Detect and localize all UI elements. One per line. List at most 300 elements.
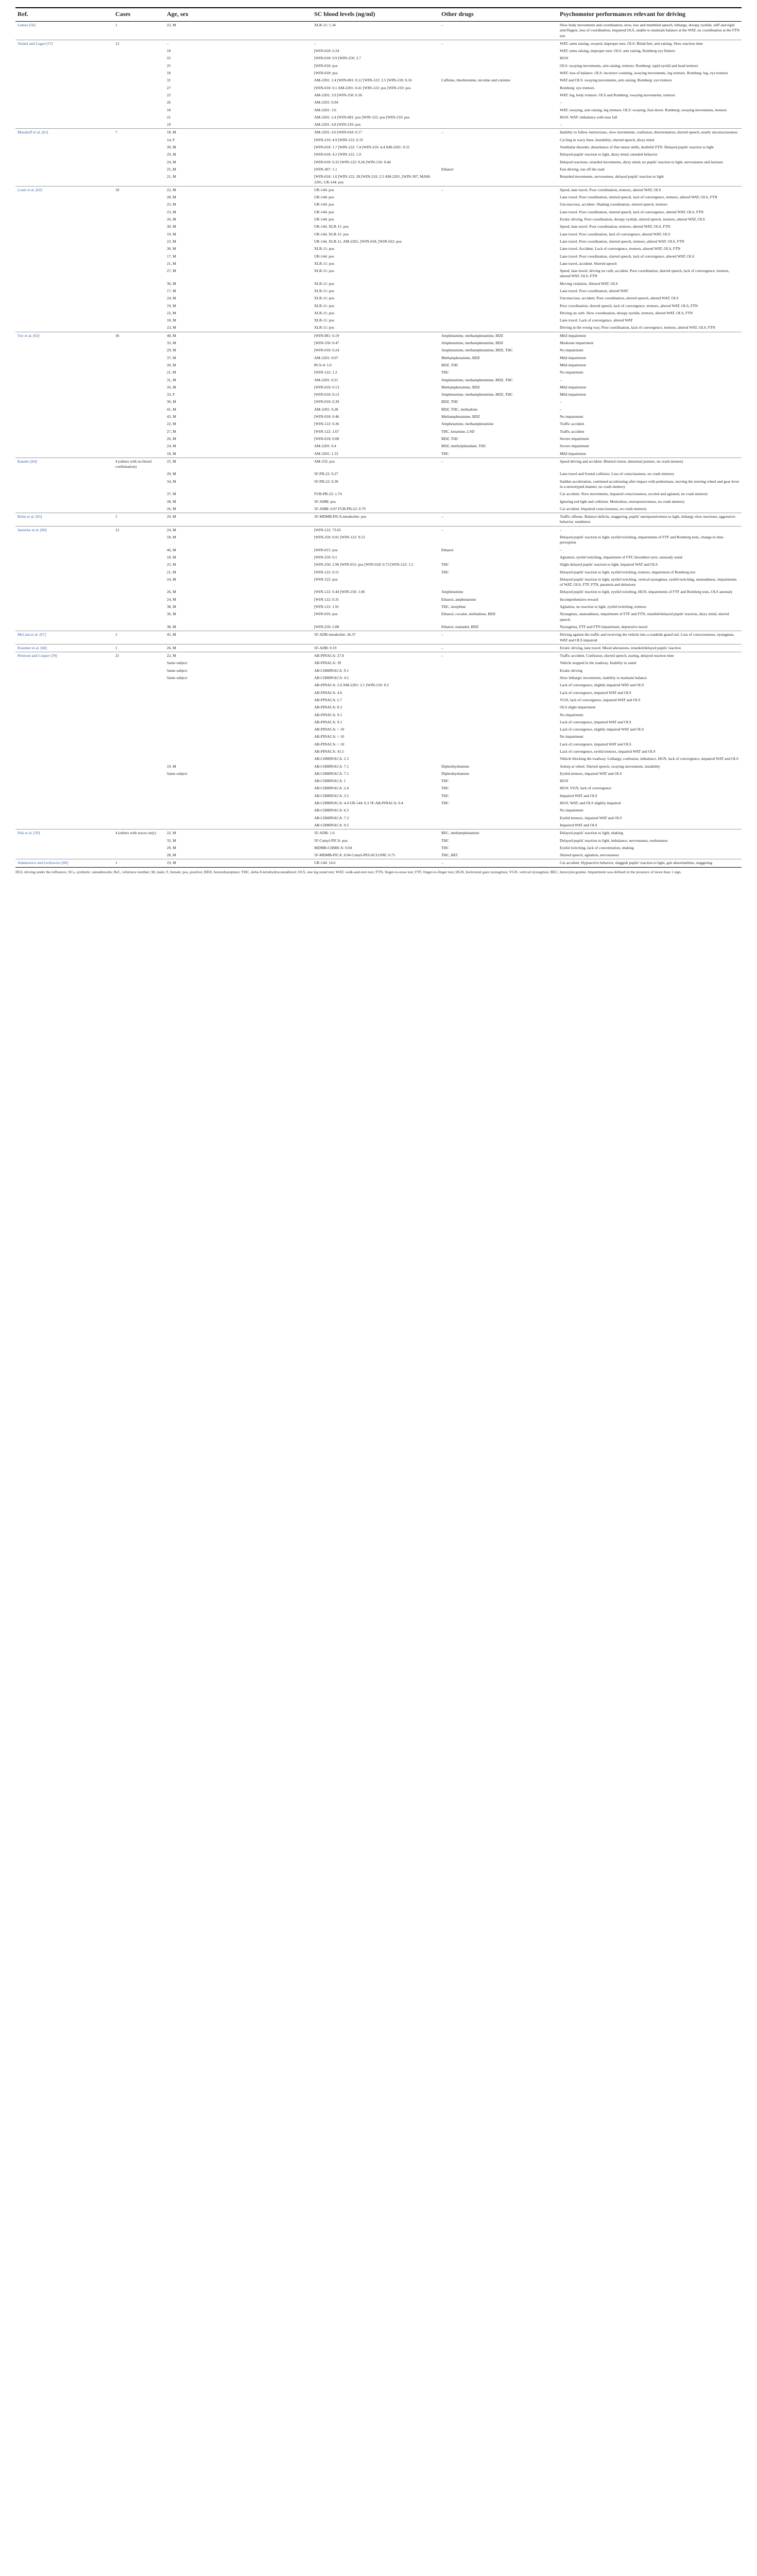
cell-age-sex: Same subject — [167, 660, 187, 666]
cell-cases — [113, 55, 165, 62]
table-row — [15, 603, 742, 611]
table-row — [15, 457, 742, 470]
cell-performance: Cycling in wavy lines. Instability, slurred speech, dizzy mind — [560, 137, 655, 142]
cell-ref — [15, 689, 113, 697]
cell-age-sex — [165, 785, 312, 792]
cell-sc-levels: MDMB-CHMICA: 0.04 — [314, 845, 352, 850]
cell-ref — [15, 490, 113, 498]
table-row — [15, 547, 742, 554]
table-row — [15, 704, 742, 711]
cell-age-sex — [165, 719, 312, 726]
cell-ref — [15, 223, 113, 230]
cell-cases — [113, 741, 165, 748]
cell-age-sex: 26, M — [167, 589, 176, 595]
cell-age-sex: 48, M — [165, 332, 312, 340]
cell-ref — [15, 852, 113, 859]
cell-cases — [113, 377, 165, 384]
cell-other-drugs — [439, 260, 558, 267]
cell-age-sex: 22, M — [165, 22, 312, 40]
cell-other-drugs — [439, 99, 558, 106]
cell-ref — [15, 755, 113, 762]
cell-other-drugs: THC, BEC — [441, 853, 459, 858]
cell-sc-levels: 5F-ADB: 0.19 — [312, 644, 439, 652]
cell-cases — [113, 547, 165, 554]
cell-age-sex — [165, 741, 312, 748]
cell-other-drugs — [439, 137, 558, 144]
cell-age-sex: 24, M — [167, 444, 176, 449]
cell-age-sex: Same subject — [167, 668, 187, 673]
cell-age-sex: 23, M — [167, 325, 176, 330]
table-row — [15, 719, 742, 726]
cell-age-sex — [165, 777, 312, 785]
cell-other-drugs: Ethanol, cocaine, methadone, BDZ — [441, 612, 496, 617]
cell-age-sex: 21, M — [167, 569, 176, 574]
cell-age-sex — [165, 697, 312, 704]
cell-performance: Eyelid tremors, impaired WAT and OLS — [560, 771, 622, 776]
table-row — [15, 186, 742, 194]
cell-cases — [113, 317, 165, 324]
cell-ref — [15, 770, 113, 777]
cell-cases — [113, 384, 165, 391]
table-row — [15, 576, 742, 589]
cell-cases — [113, 114, 165, 121]
cell-ref — [15, 216, 113, 223]
cell-sc-levels: UR-144, XLR-11: pos — [314, 231, 349, 236]
table-body — [15, 22, 742, 868]
cell-other-drugs: BDZ, THC — [441, 436, 459, 441]
cell-performance: – — [560, 377, 562, 382]
cell-age-sex: 22, M — [165, 186, 312, 194]
cell-age-sex: Same subject — [167, 675, 187, 681]
cell-other-drugs: Amphetamine — [441, 589, 463, 595]
table-row — [15, 697, 742, 704]
cell-age-sex — [165, 748, 312, 755]
cell-other-drugs — [439, 144, 558, 151]
cell-sc-levels: AM-2201: 0.28 — [314, 406, 338, 412]
cell-performance: Lane travel. Poor coordination, slurred speech, lack of convergence, altered WAT, OLS, FTN — [560, 209, 704, 214]
table-row — [15, 77, 742, 84]
cell-other-drugs — [439, 287, 558, 295]
table-row — [15, 844, 742, 852]
table-row — [15, 682, 742, 689]
cell-age-sex: 37, M — [167, 492, 176, 497]
cell-cases — [113, 443, 165, 450]
cell-ref — [15, 777, 113, 785]
cell-other-drugs: THC — [441, 451, 449, 456]
cell-other-drugs: Amphetamine, methamphetamine, BDZ — [441, 341, 504, 346]
cell-cases — [113, 611, 165, 623]
table-row — [15, 92, 742, 99]
table-row — [15, 726, 742, 733]
cell-sc-levels: UR-144: pos — [314, 195, 334, 200]
table-row — [15, 260, 742, 267]
cell-age-sex — [165, 711, 312, 719]
cell-age-sex: 26 — [167, 100, 171, 105]
document-page — [0, 0, 757, 880]
cell-performance: Driving in the wrong way. Poor coordination, lack of convergence, tremors, altered WAT, OLS, FTN — [560, 325, 715, 330]
cell-cases: 12 — [113, 40, 165, 47]
cell-age-sex: 27, M — [167, 268, 176, 274]
table-row — [15, 194, 742, 201]
cell-other-drugs: – — [439, 186, 558, 194]
table-row — [15, 807, 742, 814]
cell-ref — [15, 596, 113, 603]
table-row — [15, 47, 742, 55]
cell-ref — [15, 711, 113, 719]
cell-ref — [15, 697, 113, 704]
table-row — [15, 129, 742, 137]
cell-other-drugs: BDZ, THC — [441, 362, 459, 367]
cell-other-drugs: THC — [441, 801, 449, 806]
cell-performance: Driving on curb. Slow coordination, droopy eyelids, tremors, altered WAT, OLS, FTN — [560, 310, 693, 315]
cell-ref — [15, 70, 113, 77]
cell-sc-levels: [WIN-018: 0.13 — [314, 392, 339, 397]
cell-sc-levels: AB-PINACA: 27.8 — [312, 652, 439, 660]
cell-sc-levels: 5F-ADB metabolite: 26.37 — [312, 631, 439, 645]
cell-performance: Sudden acceleration, continued accelerating after impact with pedestrians, moving the steering wheel and gear lever in a stereotyped manner, no crash memory — [560, 479, 739, 489]
cell-ref: Adamowicz and Lechowicz [60] — [15, 859, 113, 867]
table-row — [15, 317, 742, 324]
table-row — [15, 413, 742, 420]
cell-other-drugs: – — [439, 526, 558, 534]
cell-ref — [15, 201, 113, 208]
cell-sc-levels: AB-CHMINACA: 7.1 — [314, 764, 349, 769]
cell-sc-levels: [WIN-015: pos — [314, 547, 338, 552]
table-row — [15, 837, 742, 844]
cell-other-drugs — [439, 253, 558, 260]
table-row — [15, 652, 742, 660]
cell-other-drugs — [439, 822, 558, 829]
cell-other-drugs: – — [439, 644, 558, 652]
cell-other-drugs — [439, 704, 558, 711]
cell-ref — [15, 800, 113, 807]
cell-performance: Impaired WAT and OLS — [560, 822, 597, 827]
cell-other-drugs — [439, 151, 558, 158]
table-row — [15, 332, 742, 340]
cell-age-sex: 23, M — [167, 239, 176, 244]
cell-cases — [113, 267, 165, 280]
cell-other-drugs — [439, 748, 558, 755]
cell-age-sex: 30, M — [167, 246, 176, 251]
cell-other-drugs: THC — [441, 562, 449, 567]
cell-age-sex: 33, F — [167, 392, 175, 397]
cell-performance: HGN — [560, 56, 569, 61]
cell-sc-levels: AM-2201: 1.33 — [314, 451, 338, 456]
cell-age-sex: 33, M — [167, 341, 176, 346]
cell-sc-levels: AB-CHMINACA: 4.5 — [314, 675, 349, 681]
cell-age-sex: 21 — [167, 114, 171, 120]
cell-age-sex: 28, M — [167, 853, 176, 858]
cell-ref — [15, 763, 113, 770]
cell-cases — [113, 369, 165, 376]
table-row — [15, 561, 742, 568]
cell-cases — [113, 490, 165, 498]
table-row — [15, 792, 742, 800]
cell-performance: Moving violation. Altered WAT, OLS — [560, 281, 618, 286]
cell-ref — [15, 55, 113, 62]
cell-performance: Asleep at wheel. Slurred speech, swaying movements, instability — [560, 764, 660, 769]
cell-age-sex: 20, M — [167, 362, 176, 367]
cell-cases — [113, 748, 165, 755]
cell-ref — [15, 682, 113, 689]
table-row — [15, 267, 742, 280]
cell-age-sex: 46, M — [167, 547, 176, 552]
cell-sc-levels: [WIN-122: 1.67 — [314, 429, 339, 434]
cell-performance: Car accident. Impaired consciousness, no crash memory — [560, 506, 647, 511]
cell-performance: No impairment — [560, 808, 583, 813]
cell-sc-levels: 5F-PB-22: 0.27 — [314, 471, 338, 477]
cell-cases — [113, 194, 165, 201]
cell-sc-levels: [WIN-018: 0.32 [WIN-122: 0.26 [WIN-210: 0.46 — [314, 159, 391, 164]
table-row — [15, 748, 742, 755]
table-row — [15, 478, 742, 491]
cell-cases: 1 — [113, 644, 165, 652]
cell-ref: Jaenicke et al. [66] — [15, 526, 113, 534]
cell-ref — [15, 719, 113, 726]
table-row — [15, 166, 742, 173]
cell-cases — [113, 689, 165, 697]
cell-age-sex: 18, M — [167, 318, 176, 323]
cell-other-drugs — [439, 173, 558, 186]
cell-ref — [15, 245, 113, 252]
cell-cases — [113, 435, 165, 443]
cell-ref — [15, 310, 113, 317]
cell-performance: Nystagmus, FTF and FTN impairment, depressive mood — [560, 624, 647, 629]
cell-age-sex: 36, M — [167, 281, 176, 286]
cell-performance: Lane travel, accident. Slurred speech — [560, 261, 617, 266]
cell-ref — [15, 498, 113, 505]
cell-other-drugs: THC — [441, 838, 449, 843]
cell-ref — [15, 611, 113, 623]
cell-performance: Inability to follow instructions, slow movements, confusion, disorientation, slurred speech, nearly unconsciousness — [558, 129, 742, 137]
cell-cases — [113, 711, 165, 719]
cell-ref: Musshoff et al. [61] — [15, 129, 113, 137]
cell-performance: Mild impairment — [560, 392, 587, 397]
cell-performance: Slurred speech, agitation, nervousness — [560, 853, 619, 858]
cell-performance: Lack of convergence, impaired WAT and OLS — [560, 741, 631, 747]
cell-age-sex: 18 — [167, 48, 171, 54]
cell-age-sex: 18 — [167, 71, 171, 76]
cell-age-sex: 24, M — [167, 577, 176, 582]
cell-ref — [15, 588, 113, 596]
cell-other-drugs — [439, 280, 558, 287]
cell-sc-levels: [WIN-018: pos — [314, 71, 338, 76]
cell-sc-levels: AM-2201: 4.6 [WIN-018: 0.17 — [312, 129, 439, 137]
cell-sc-levels: XLR-11: pos — [314, 246, 335, 251]
table-row — [15, 84, 742, 92]
cell-cases — [113, 726, 165, 733]
cell-age-sex: 24, M — [165, 526, 312, 534]
table-row — [15, 829, 742, 837]
table-row — [15, 644, 742, 652]
cell-other-drugs: – — [439, 40, 558, 47]
cell-age-sex: 29, M — [167, 348, 176, 353]
cell-cases — [113, 478, 165, 491]
cell-age-sex: 25 — [167, 63, 171, 68]
cell-age-sex — [165, 815, 312, 822]
table-row — [15, 406, 742, 413]
cell-sc-levels: [WIN-018: 4.2 [WIN-122: 1.0 — [314, 152, 362, 157]
cell-age-sex: 22, M — [165, 829, 312, 837]
cell-other-drugs: – — [439, 457, 558, 470]
cell-other-drugs: Amphetamine, methamphetamine, BDZ, THC — [441, 377, 513, 382]
cell-sc-levels: AB-CHMINACA: 4.4 UR-144: 0.3 5F-AB-PINACA: 0.4 — [314, 801, 403, 806]
cell-performance: WAT and OLS: swaying movements, arm raising. Romberg: eye tremors — [560, 78, 672, 83]
cell-other-drugs: Methamphetamine, BDZ — [441, 384, 480, 389]
cell-other-drugs — [439, 310, 558, 317]
table-row — [15, 40, 742, 47]
cell-other-drugs: – — [439, 513, 558, 527]
cell-cases — [113, 413, 165, 420]
cell-performance: Severe impairment — [560, 444, 589, 449]
cell-sc-levels: [WIN-122: pos — [314, 577, 338, 582]
cell-age-sex — [165, 822, 312, 829]
table-row — [15, 450, 742, 458]
cell-sc-levels: AB-CHMINACA: 2.3 — [314, 756, 349, 761]
cell-other-drugs — [439, 159, 558, 166]
cell-cases: 1 — [113, 513, 165, 527]
cell-performance: Fast driving, run off the road — [560, 166, 605, 172]
cell-performance: No impairment — [560, 414, 583, 419]
cell-performance: Slight delayed pupils' reaction to light, impaired WAT and OLS — [560, 562, 658, 567]
cell-other-drugs — [439, 576, 558, 589]
cell-other-drugs — [439, 807, 558, 814]
cell-age-sex: 36, M — [167, 612, 176, 617]
cell-age-sex: 21, M — [167, 370, 176, 375]
cell-ref — [15, 561, 113, 568]
cell-performance: Eyelid tremors, impaired WAT and OLS — [560, 815, 622, 820]
table-row — [15, 513, 742, 527]
cell-cases: 1 — [113, 859, 165, 867]
cell-performance: Mild impairment — [560, 362, 587, 367]
cell-ref — [15, 748, 113, 755]
cell-other-drugs: BDZ, methylphenidate, THC — [441, 444, 487, 449]
cell-performance: WAT: arms raising, improper turn. OLS: arm raising, Romberg eye flutters — [560, 48, 675, 54]
cell-sc-levels: AB-CHMINACA: 1 — [314, 778, 346, 784]
table-row — [15, 435, 742, 443]
table-row — [15, 238, 742, 245]
cell-cases — [113, 238, 165, 245]
cell-performance: Delayed reactions, retarded movements, dizzy mind, no pupils' reaction to light, nervousness and laziness — [560, 159, 723, 164]
cell-sc-levels: AB-CHMINACA: 9.5 — [314, 822, 349, 827]
table-row — [15, 70, 742, 77]
table-row — [15, 369, 742, 376]
cell-ref — [15, 450, 113, 458]
cell-ref — [15, 391, 113, 398]
cell-sc-levels: AB-PINACA: 41.5 — [314, 749, 344, 754]
cell-sc-levels: AB-CHMINACA: 6.3 — [314, 808, 349, 813]
cell-age-sex: 45, M — [165, 631, 312, 645]
cell-age-sex: 26, M — [167, 217, 176, 222]
cell-ref — [15, 420, 113, 428]
cell-cases — [113, 596, 165, 603]
cell-ref — [15, 340, 113, 347]
table-row — [15, 340, 742, 347]
table-row — [15, 554, 742, 561]
cell-performance: Speed, lane travel. Poor coordination, tremors, altered WAT, OLS, FTN — [560, 224, 670, 229]
cell-sc-levels: 5F-MDMB-PICA metabolite: pos — [312, 513, 439, 527]
cell-age-sex — [165, 792, 312, 800]
cell-age-sex: 24, M — [167, 597, 176, 602]
table-row — [15, 777, 742, 785]
cell-sc-levels: – — [312, 40, 439, 47]
cell-age-sex: 26, M — [165, 644, 312, 652]
cell-other-drugs: Amphetamine, methamphetamine, BDZ, THC — [441, 348, 513, 353]
cell-other-drugs: THC — [441, 786, 449, 791]
cell-cases: 12 — [113, 526, 165, 534]
cases-table — [15, 7, 742, 868]
cell-performance: Lack of convergence, impaired WAT and OLS — [560, 690, 631, 695]
cell-age-sex: 19 — [167, 122, 171, 127]
cell-age-sex — [165, 682, 312, 689]
cell-ref — [15, 99, 113, 106]
cell-performance: Romberg: eye tremors — [560, 85, 594, 90]
table-row — [15, 391, 742, 398]
cell-age-sex: 22 — [167, 56, 171, 61]
cell-cases — [113, 77, 165, 84]
cell-age-sex — [165, 689, 312, 697]
cell-ref — [15, 603, 113, 611]
cell-other-drugs — [439, 231, 558, 238]
cell-sc-levels: [WIN-122: 73.65 — [312, 526, 439, 534]
cell-other-drugs: – — [439, 859, 558, 867]
table-row — [15, 659, 742, 667]
cell-performance: Unconscious, accident. Shaking coordination, slurred speech, tremors — [560, 202, 668, 207]
table-row — [15, 470, 742, 478]
table-row — [15, 490, 742, 498]
cell-other-drugs: – — [439, 22, 558, 40]
cell-performance: Vehicle stopped in the roadway. Inability to stand — [560, 660, 636, 666]
cell-ref — [15, 151, 113, 158]
cell-ref — [15, 377, 113, 384]
cell-cases — [113, 428, 165, 435]
cell-age-sex: – — [165, 40, 312, 47]
cell-age-sex: 17, M — [167, 253, 176, 259]
cell-sc-levels: UR-144: pos — [314, 202, 334, 207]
cell-ref — [15, 704, 113, 711]
table-row — [15, 99, 742, 106]
cell-performance: Impaired WAT and OLS — [560, 793, 597, 798]
cell-performance: Moderate impairment — [560, 341, 594, 346]
cell-cases — [113, 534, 165, 547]
cell-sc-levels: AB-PINACA: 8.3 — [314, 705, 342, 710]
cell-ref — [15, 478, 113, 491]
cell-ref — [15, 144, 113, 151]
col-cases: Cases — [113, 8, 165, 22]
cell-performance: Slow body movements and coordination, slow, low and mumbled speech, lethargy, droopy eyelids, stiff and rigid arm/fingers, loss of coordination, impaired OLS, unable to maintain balance at the WAT, no coordination at the FTN test — [558, 22, 742, 40]
cell-age-sex: 20, M — [167, 145, 176, 150]
cell-age-sex: 43, M — [167, 414, 176, 419]
cell-age-sex: 21, M — [167, 174, 176, 179]
cell-age-sex: 31, M — [167, 377, 176, 382]
cell-age-sex: 38, M — [167, 604, 176, 609]
cell-age-sex: 18, M — [167, 535, 176, 540]
cell-performance: HGN — [560, 778, 569, 784]
cell-other-drugs — [439, 719, 558, 726]
cell-sc-levels: XLR-11: pos — [314, 325, 335, 330]
cell-age-sex: 18, M — [167, 451, 176, 456]
cell-sc-levels: [WIN-250: 2.88 — [314, 624, 339, 629]
cell-cases — [113, 852, 165, 859]
cell-age-sex: 24, M — [167, 296, 176, 301]
cell-cases — [113, 763, 165, 770]
cell-performance: OLS: swaying movements, arm raising, tremors. Romberg: rapid eyelid and head tremors — [560, 63, 698, 68]
table-row — [15, 443, 742, 450]
cell-sc-levels: [WIN-250: 0.91 [WIN-122: 9.53 — [314, 535, 365, 540]
cell-performance: Mild impairment — [560, 384, 587, 389]
cell-age-sex: 29, M — [167, 152, 176, 157]
cell-performance: Lane travel. Poor coordination, slurred speech, tremors, altered WAT, OLS, FTN — [560, 239, 684, 244]
